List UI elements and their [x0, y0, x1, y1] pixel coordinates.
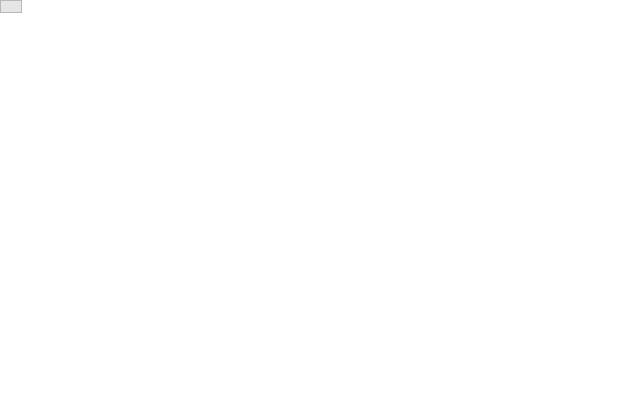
sigma-std-label[interactable]: [260, 253, 313, 270]
header-f-theoretical[interactable]: [489, 29, 538, 64]
header-u[interactable]: [387, 29, 439, 64]
hypothesis-result[interactable]: [387, 318, 489, 334]
header-nu-f[interactable]: [260, 29, 313, 64]
r0-value[interactable]: [313, 350, 387, 366]
pearson-experimental-value[interactable]: [313, 286, 387, 302]
header-frequency[interactable]: [178, 29, 260, 64]
l-star-label[interactable]: [260, 366, 313, 382]
pearson-experimental-label[interactable]: [58, 286, 313, 302]
k-label[interactable]: [105, 366, 178, 382]
up-label[interactable]: [260, 334, 313, 350]
sum-f-theoretical[interactable]: [489, 220, 538, 236]
hypothesis-label[interactable]: [58, 318, 388, 334]
select-all-corner[interactable]: [0, 0, 22, 13]
s-value[interactable]: [178, 382, 260, 398]
l-star-value[interactable]: [313, 366, 387, 382]
pearson-critical-label[interactable]: [58, 302, 313, 318]
header-intensity[interactable]: [105, 29, 178, 64]
header-chi-term[interactable]: [538, 29, 588, 64]
s-label[interactable]: [105, 382, 178, 398]
sum-deviation[interactable]: [313, 220, 387, 236]
sigma-std-value[interactable]: [313, 253, 387, 270]
pearson-critical-value[interactable]: [313, 302, 387, 318]
k-value[interactable]: [178, 366, 260, 382]
header-i[interactable]: [58, 29, 105, 64]
variance-value[interactable]: [313, 236, 387, 253]
sigma-label[interactable]: [105, 220, 178, 236]
sum-nu-f[interactable]: [260, 220, 313, 236]
header-phi[interactable]: [439, 29, 489, 64]
mean-label[interactable]: [178, 236, 260, 253]
mean-value[interactable]: [260, 236, 313, 253]
r0-label[interactable]: [260, 350, 313, 366]
sum-frequency[interactable]: [178, 220, 260, 236]
header-deviation-squared[interactable]: [313, 29, 387, 64]
sum-chi[interactable]: [538, 220, 588, 236]
up-value[interactable]: [313, 334, 387, 350]
